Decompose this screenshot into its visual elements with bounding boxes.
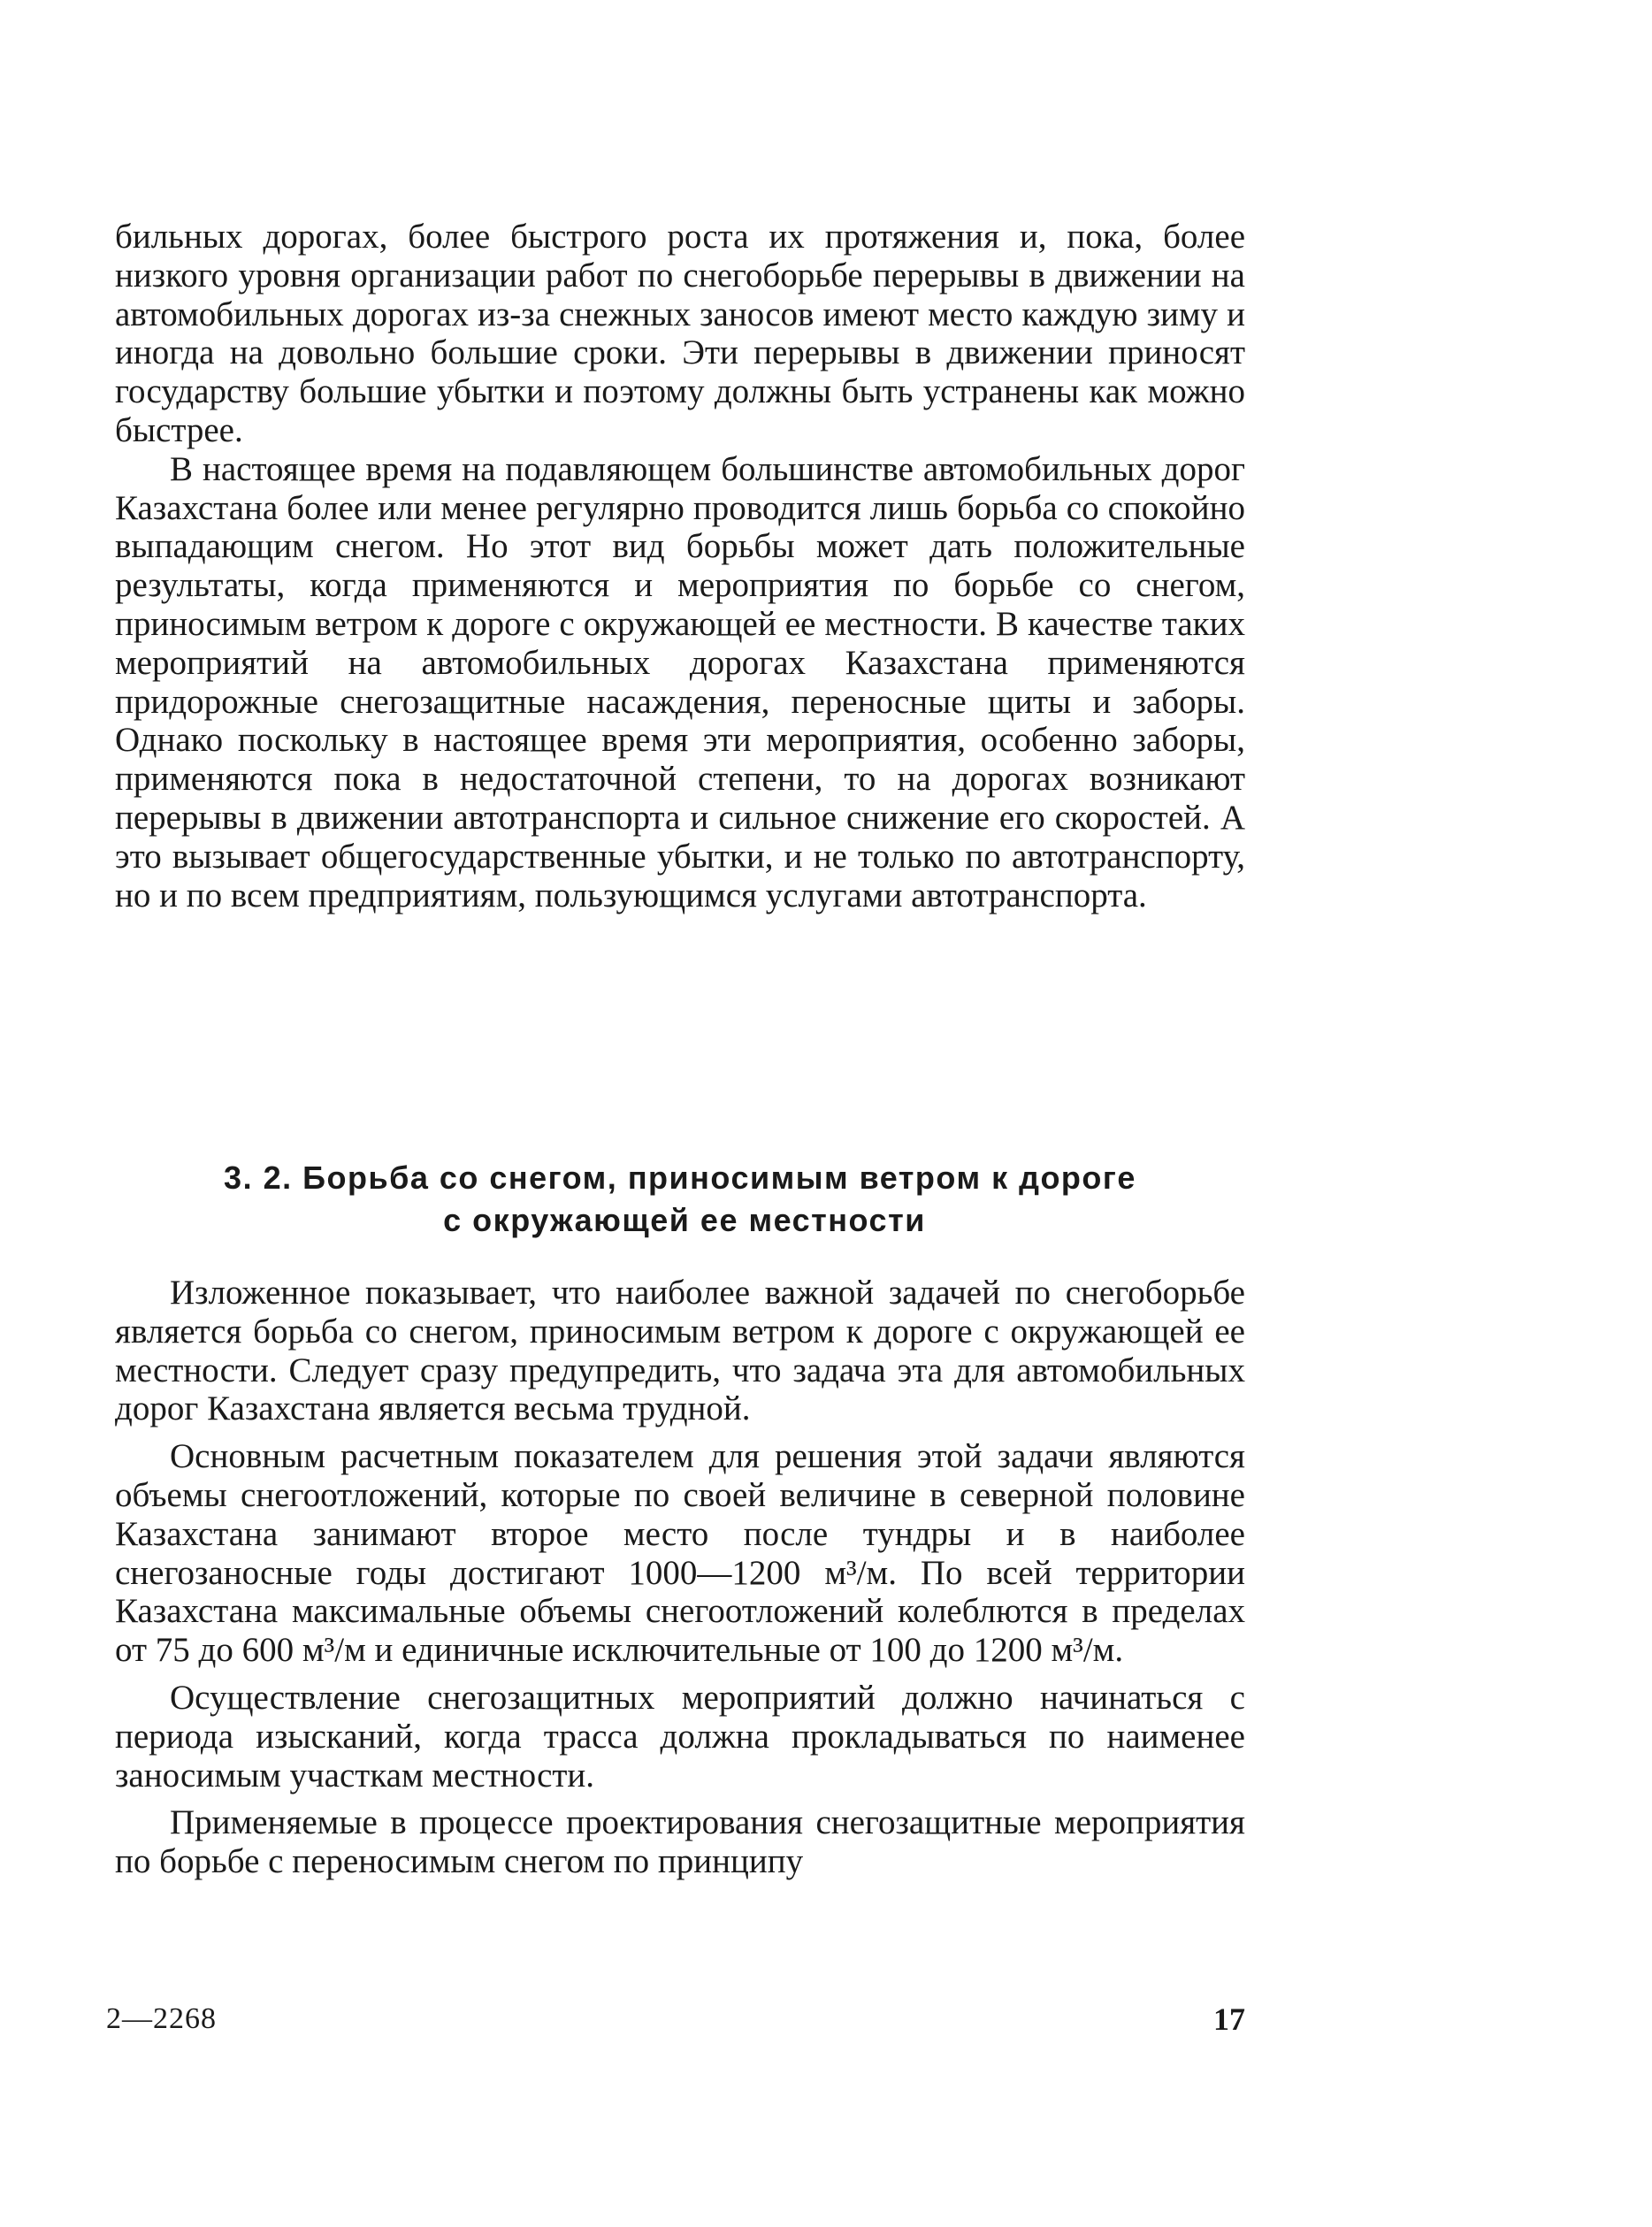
section-paragraph-4: Применяемые в процессе проектирования снегозащитные мероприятия по борьбе с переносимым снегом по принципу (115, 1803, 1245, 1881)
intro-paragraph-1: бильных дорогах, более быстрого роста их протяжения и, пока, более низкого уровня организации работ по снегоборьбе перерывы в движении на автомобильных дорогах из-за снежных заносов имеют место каждую зиму и иногда на довольно большие сроки. Эти перерывы в движении приносят государству большие убытки и поэтому должны быть устранены как можно быстрее. (115, 218, 1245, 449)
intro-text (115, 218, 1245, 915)
section-text (115, 1274, 1245, 1881)
section-heading-line-2: с окружающей ее местности (443, 1202, 926, 1238)
page-number: 17 (1213, 2001, 1245, 2037)
printer-signature: 2—2268 (106, 2002, 217, 2035)
section-heading (115, 1157, 1245, 1242)
section-paragraph-3: Осуществление снегозащитных мероприятий должно начинаться с периода изысканий, когда трасса должна прокладываться по наименее заносимым участкам местности. (115, 1678, 1245, 1795)
section-heading-line-1: 3. 2. Борьба со снегом, приносимым ветром к дороге (224, 1159, 1136, 1196)
intro-paragraph-2: В настоящее время на подавляющем большинстве автомобильных дорог Казахстана более или менее регулярно проводится лишь борьба со спокойно выпадающим снегом. Но этот вид борьбы может дать положительные результаты, когда применяются и мероприятия по борьбе со снегом, приносимым ветром к дороге с окружающей ее местности. В качестве таких мероприятий на автомобильных дорогах Казахстана применяются придорожные снегозащитные насаждения, переносные щиты и заборы. Однако поскольку в настоящее время эти мероприятия, особенно заборы, применяются пока в недостаточной степени, то на дорогах возникают перерывы в движении автотранспорта и сильное снижение его скоростей. А это вызывает общегосударственные убытки, и не только по автотранспорту, но и по всем предприятиям, пользующимся услугами автотранспорта. (115, 449, 1245, 915)
section-paragraph-1: Изложенное показывает, что наиболее важной задачей по снегоборьбе является борьба со снегом, приносимым ветром к дороге с окружающей ее местности. Следует сразу предупредить, что задача эта для автомобильных дорог Казахстана является весьма трудной. (115, 1274, 1245, 1428)
section-paragraph-2: Основным расчетным показателем для решения этой задачи являются объемы снегоотложений, которые по своей величине в северной половине Казахстана занимают второе место после тундры и в наиболее снегозаносные годы достигают 1000—1200 м³/м. По всей территории Казахстана максимальные объемы снегоотложений колеблются в пределах от 75 до 600 м³/м и единичные исключительные от 100 до 1200 м³/м. (115, 1437, 1245, 1670)
